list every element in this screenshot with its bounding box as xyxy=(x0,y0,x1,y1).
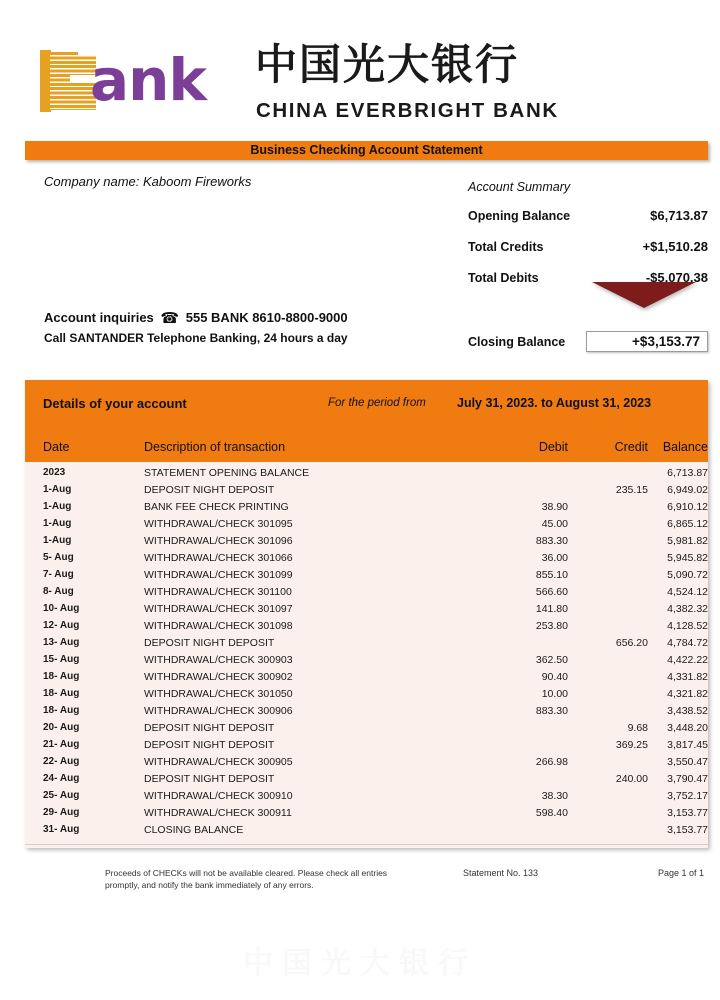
table-row xyxy=(25,720,708,737)
closing-balance-value: +$3,153.77 xyxy=(586,331,708,352)
table-row xyxy=(25,754,708,771)
txn-debit: 566.60 xyxy=(535,586,568,598)
txn-debit: 90.40 xyxy=(541,671,568,683)
table-row xyxy=(25,737,708,754)
txn-date: 21- Aug xyxy=(43,739,80,750)
txn-balance: 4,524.12 xyxy=(667,586,708,598)
txn-date: 29- Aug xyxy=(43,807,80,818)
column-header-balance: Balance xyxy=(662,440,708,454)
watermark: 中国光大银行 xyxy=(243,946,477,981)
logo-b-icon xyxy=(40,50,96,112)
transactions-table-body xyxy=(25,462,708,844)
statement-number: Statement No. 133 xyxy=(463,868,539,878)
summary-row-opening-balance xyxy=(468,208,708,223)
txn-balance: 4,382.32 xyxy=(667,603,708,615)
txn-description: WITHDRAWAL/CHECK 301050 xyxy=(144,688,293,700)
txn-credit: 369.25 xyxy=(615,739,648,751)
table-row xyxy=(25,635,708,652)
column-header-credit: Credit xyxy=(614,440,648,454)
txn-description: WITHDRAWAL/CHECK 301096 xyxy=(144,535,293,547)
txn-date: 12- Aug xyxy=(43,620,80,631)
statement-title-text: Business Checking Account Statement xyxy=(250,143,483,157)
txn-description: DEPOSIT NIGHT DEPOSIT xyxy=(144,637,275,649)
bank-logo-mark xyxy=(40,46,212,114)
txn-debit: 855.10 xyxy=(535,569,568,581)
txn-balance: 5,090.72 xyxy=(667,569,708,581)
txn-balance: 3,752.17 xyxy=(667,790,708,802)
table-row xyxy=(25,669,708,686)
down-arrow-icon xyxy=(592,282,696,308)
txn-date: 2023 xyxy=(43,467,66,478)
details-title: Details of your account xyxy=(43,396,187,411)
txn-description: CLOSING BALANCE xyxy=(144,824,244,836)
txn-debit: 10.00 xyxy=(541,688,568,700)
panel-bottom-rule xyxy=(25,844,708,848)
txn-balance: 4,128.52 xyxy=(667,620,708,632)
txn-description: DEPOSIT NIGHT DEPOSIT xyxy=(144,722,275,734)
txn-date: 22- Aug xyxy=(43,756,80,767)
txn-description: WITHDRAWAL/CHECK 300910 xyxy=(144,790,293,802)
phone-icon: ☎ xyxy=(160,309,180,327)
table-row xyxy=(25,550,708,567)
txn-debit: 141.80 xyxy=(535,603,568,615)
txn-description: WITHDRAWAL/CHECK 301099 xyxy=(144,569,293,581)
bank-logo-header xyxy=(0,0,720,138)
txn-balance: 3,153.77 xyxy=(667,824,708,836)
txn-date: 24- Aug xyxy=(43,773,80,784)
table-row xyxy=(25,567,708,584)
txn-balance: 3,153.77 xyxy=(667,807,708,819)
table-row xyxy=(25,788,708,805)
footer-disclaimer: Proceeds of CHECKs will not be available cleared. Please check all entries promptly, and notify the bank immediately of any errors. xyxy=(105,868,388,890)
logo-wordmark-text: ank xyxy=(90,46,207,114)
txn-date: 1-Aug xyxy=(43,535,72,546)
txn-balance: 4,321.82 xyxy=(667,688,708,700)
txn-balance: 5,981.82 xyxy=(667,535,708,547)
table-row xyxy=(25,618,708,635)
total-credits-value: +$1,510.28 xyxy=(642,239,708,254)
txn-balance: 4,331.82 xyxy=(667,671,708,683)
txn-date: 10- Aug xyxy=(43,603,80,614)
txn-balance: 3,438.52 xyxy=(667,705,708,717)
txn-date: 1-Aug xyxy=(43,484,72,495)
table-row xyxy=(25,703,708,720)
table-row xyxy=(25,652,708,669)
txn-date: 5- Aug xyxy=(43,552,74,563)
txn-credit: 9.68 xyxy=(627,722,648,734)
txn-balance: 3,550.47 xyxy=(667,756,708,768)
txn-date: 18- Aug xyxy=(43,705,80,716)
company-name: Company name: Kaboom Fireworks xyxy=(44,174,252,189)
txn-balance: 3,790.47 xyxy=(667,773,708,785)
txn-description: STATEMENT OPENING BALANCE xyxy=(144,467,310,479)
txn-balance: 6,910.12 xyxy=(667,501,708,513)
txn-date: 18- Aug xyxy=(43,671,80,682)
txn-date: 1-Aug xyxy=(43,501,72,512)
txn-date: 15- Aug xyxy=(43,654,80,665)
account-inquiries-number: 555 BANK 8610-8800-9000 xyxy=(185,310,348,325)
bank-name-chinese: 中国光大银行 xyxy=(255,40,520,89)
txn-date: 18- Aug xyxy=(43,688,80,699)
account-summary-heading: Account Summary xyxy=(468,180,571,194)
table-row xyxy=(25,771,708,788)
txn-description: DEPOSIT NIGHT DEPOSIT xyxy=(144,739,275,751)
txn-description: DEPOSIT NIGHT DEPOSIT xyxy=(144,773,275,785)
txn-description: DEPOSIT NIGHT DEPOSIT xyxy=(144,484,275,496)
txn-debit: 38.30 xyxy=(541,790,568,802)
table-row xyxy=(25,465,708,482)
txn-description: WITHDRAWAL/CHECK 300911 xyxy=(144,807,292,819)
txn-date: 8- Aug xyxy=(43,586,74,597)
account-details-panel xyxy=(25,380,708,848)
closing-balance-label: Closing Balance xyxy=(468,334,566,349)
txn-debit: 883.30 xyxy=(535,705,568,717)
txn-balance: 5,945.82 xyxy=(667,552,708,564)
table-row xyxy=(25,601,708,618)
statement-footer xyxy=(25,868,708,908)
txn-description: BANK FEE CHECK PRINTING xyxy=(144,501,289,513)
table-row xyxy=(25,822,708,839)
txn-description: WITHDRAWAL/CHECK 301066 xyxy=(144,552,293,564)
page-number: Page 1 of 1 xyxy=(657,868,704,878)
txn-date: 25- Aug xyxy=(43,790,80,801)
txn-date: 13- Aug xyxy=(43,637,80,648)
column-header-debit: Debit xyxy=(538,440,568,454)
table-row xyxy=(25,499,708,516)
txn-description: WITHDRAWAL/CHECK 300906 xyxy=(144,705,293,717)
txn-balance: 6,949.02 xyxy=(667,484,708,496)
txn-description: WITHDRAWAL/CHECK 300903 xyxy=(144,654,293,666)
table-row xyxy=(25,533,708,550)
txn-debit: 36.00 xyxy=(541,552,568,564)
period-label: For the period from xyxy=(328,397,426,409)
txn-balance: 4,784.72 xyxy=(667,637,708,649)
total-debits-label: Total Debits xyxy=(468,271,539,285)
txn-description: WITHDRAWAL/CHECK 301100 xyxy=(144,586,292,598)
table-row xyxy=(25,516,708,533)
txn-debit: 253.80 xyxy=(535,620,568,632)
statement-title-bar xyxy=(25,141,708,160)
column-header-description: Description of transaction xyxy=(144,440,286,454)
txn-debit: 598.40 xyxy=(535,807,568,819)
txn-description: WITHDRAWAL/CHECK 300905 xyxy=(144,756,293,768)
txn-debit: 45.00 xyxy=(541,518,568,530)
total-credits-label: Total Credits xyxy=(468,240,544,254)
txn-credit: 235.15 xyxy=(615,484,648,496)
txn-debit: 362.50 xyxy=(535,654,568,666)
table-row xyxy=(25,584,708,601)
txn-balance: 6,865.12 xyxy=(667,518,708,530)
closing-balance-row xyxy=(468,331,708,352)
txn-debit: 38.90 xyxy=(541,501,568,513)
column-header-date: Date xyxy=(43,440,70,454)
txn-date: 7- Aug xyxy=(43,569,74,580)
txn-debit: 883.30 xyxy=(535,535,568,547)
txn-balance: 4,422.22 xyxy=(667,654,708,666)
table-row xyxy=(25,686,708,703)
period-value: July 31, 2023. to August 31, 2023 xyxy=(457,396,652,410)
opening-balance-label: Opening Balance xyxy=(468,209,571,223)
txn-description: WITHDRAWAL/CHECK 300902 xyxy=(144,671,293,683)
telephone-banking-note: Call SANTANDER Telephone Banking, 24 hours a day xyxy=(44,331,348,345)
txn-balance: 3,817.45 xyxy=(667,739,708,751)
txn-description: WITHDRAWAL/CHECK 301097 xyxy=(144,603,293,615)
txn-date: 1-Aug xyxy=(43,518,72,529)
table-row xyxy=(25,482,708,499)
txn-balance: 6,713.87 xyxy=(667,467,708,479)
bank-name-english: CHINA EVERBRIGHT BANK xyxy=(256,99,559,122)
txn-date: 31- Aug xyxy=(43,824,80,835)
total-debits-value: -$5,070.38 xyxy=(645,270,708,285)
account-details-header xyxy=(25,380,708,462)
txn-credit: 240.00 xyxy=(615,773,648,785)
txn-description: WITHDRAWAL/CHECK 301095 xyxy=(144,518,293,530)
txn-date: 20- Aug xyxy=(43,722,80,733)
txn-credit: 656.20 xyxy=(615,637,648,649)
summary-row-total-credits xyxy=(468,239,708,254)
opening-balance-value: $6,713.87 xyxy=(650,208,708,223)
account-inquiries-label: Account inquiries xyxy=(44,310,154,325)
txn-description: WITHDRAWAL/CHECK 301098 xyxy=(144,620,293,632)
txn-debit: 266.98 xyxy=(535,756,568,768)
account-inquiries-line xyxy=(44,309,348,327)
txn-balance: 3,448.20 xyxy=(667,722,708,734)
table-row xyxy=(25,805,708,822)
